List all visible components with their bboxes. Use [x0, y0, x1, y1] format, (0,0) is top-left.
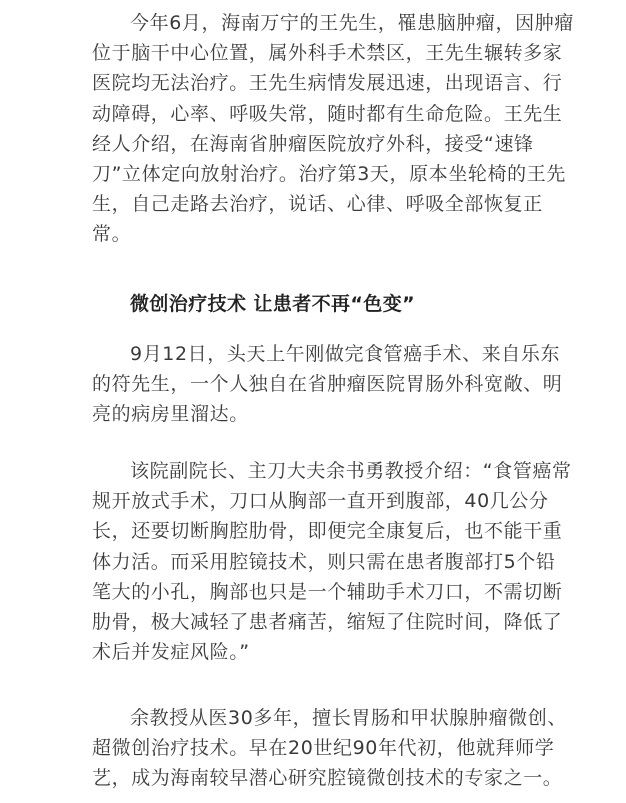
paragraph-professor-quote: 该院副院长、主刀大夫余书勇教授介绍：“食管癌常规开放式手术，刀口从胸部一直开到腹部，40几公分长，还要切断胸腔肋骨，即便完全康复后，也不能干重体力活。而采用腔镜技术，则只需在患者腹部打5个铅笔大的小孔，胸部也只是一个辅助手术刀口，不需切断肋骨，极大减轻了患者痛苦，缩短了住院时间，降低了术后并发症风险。” — [92, 460, 572, 664]
paragraph-fu-case: 9月12日，头天上午刚做完食管癌手术、来自乐东的符先生，一个人独自在省肿瘤医院胃肠外科宽敞、明亮的病房里溜达。 — [92, 343, 563, 426]
paragraph-professor-background: 余教授从医30多年，擅长胃肠和甲状腺肿瘤微创、超微创治疗技术。早在20世纪90年代初，他就拜师学艺，成为海南较早潜心研究腔镜微创技术的专家之一。 — [92, 707, 567, 790]
paragraph-wang-case: 今年6月，海南万宁的王先生，罹患脑肿瘤，因肿瘤位于脑干中心位置，属外科手术禁区，王先生辗转多家医院均无法治疗。王先生病情发展迅速，出现语言、行动障碍，心率、呼吸失常，随时都有生命危险。王先生经人介绍，在海南省肿瘤医院放疗外科，接受“速锋刀”立体定向放射治疗。治疗第3天，原本坐轮椅的王先生，自己走路去治疗，说话、心律、呼吸全部恢复正常。 — [92, 12, 574, 246]
section-heading: 微创治疗技术 让患者不再“色变” — [130, 293, 415, 315]
